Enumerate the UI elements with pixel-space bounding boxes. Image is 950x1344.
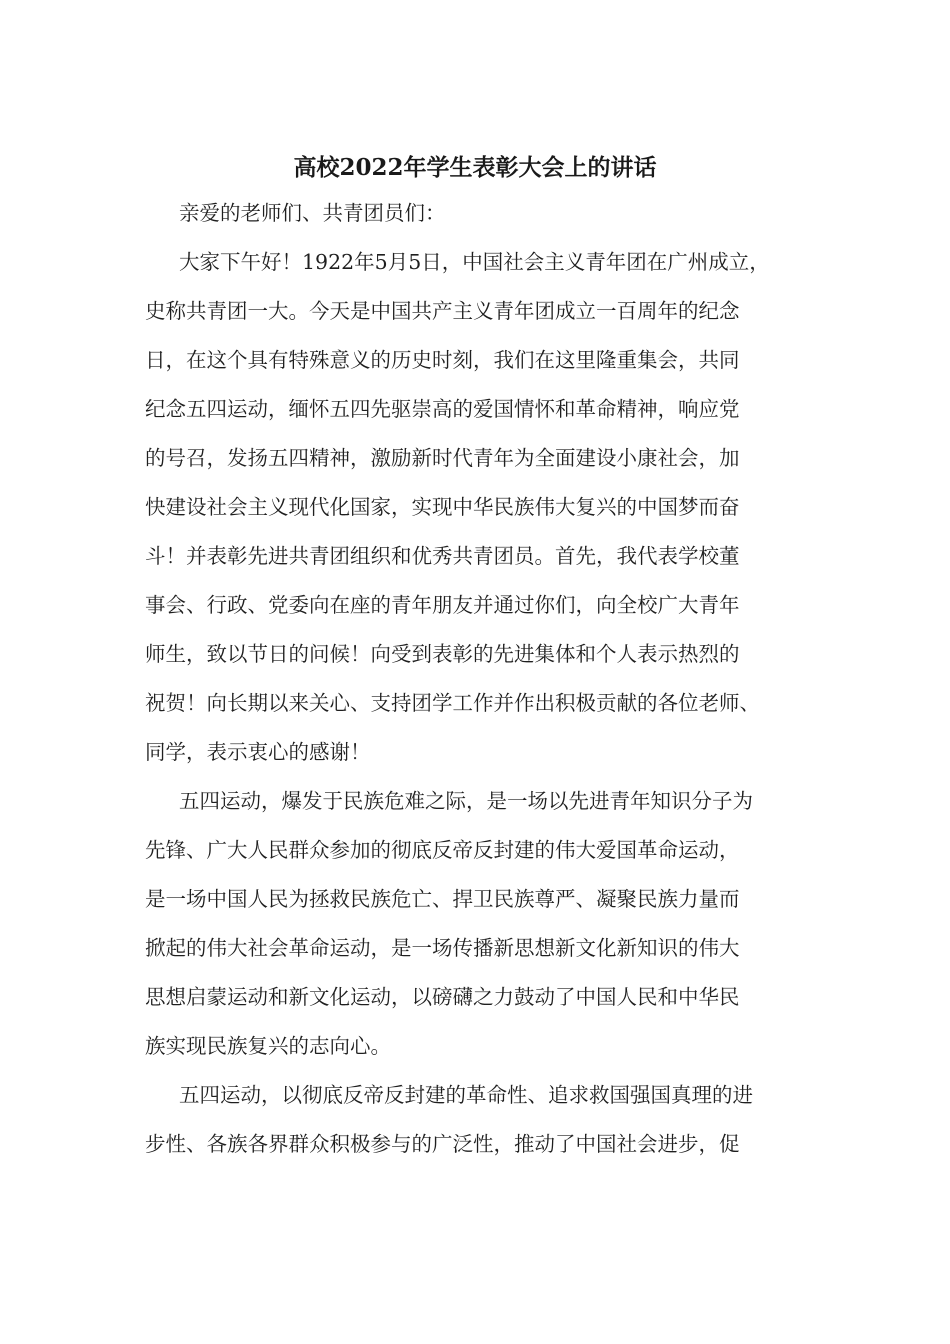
- text-line: 史称共青团一大。今天是中国共产主义青年团成立一百周年的纪念: [145, 299, 740, 323]
- text-line: 五四运动，爆发于民族危难之际，是一场以先进青年知识分子为: [179, 789, 753, 813]
- text-line: 快建设社会主义现代化国家，实现中华民族伟大复兴的中国梦而奋: [145, 495, 740, 519]
- text-line: 是一场中国人民为拯救民族危亡、捍卫民族尊严、凝聚民族力量而: [145, 887, 740, 911]
- document-title: 高校2022年学生表彰大会上的讲话: [293, 154, 657, 181]
- text-line: 纪念五四运动，缅怀五四先驱崇高的爱国情怀和革命精神，响应党: [145, 397, 740, 421]
- text-line: 族实现民族复兴的志向心。: [145, 1034, 391, 1058]
- text-line: 祝贺！向长期以来关心、支持团学工作并作出积极贡献的各位老师、: [145, 691, 760, 715]
- text-line: 先锋、广大人民群众参加的彻底反帝反封建的伟大爱国革命运动，: [145, 838, 740, 862]
- text-line: 掀起的伟大社会革命运动，是一场传播新思想新文化新知识的伟大: [145, 936, 740, 960]
- text-line: 日，在这个具有特殊意义的历史时刻，我们在这里隆重集会，共同: [145, 348, 740, 372]
- text-line: 同学，表示衷心的感谢！: [145, 740, 371, 764]
- text-line: 的号召，发扬五四精神，激励新时代青年为全面建设小康社会，加: [145, 446, 740, 470]
- text-line: 思想启蒙运动和新文化运动，以磅礴之力鼓动了中国人民和中华民: [145, 985, 740, 1009]
- document-body: [145, 189, 813, 1169]
- text-line: 斗！并表彰先进共青团组织和优秀共青团员。首先，我代表学校董: [145, 544, 740, 568]
- text-line: 师生，致以节日的问候！向受到表彰的先进集体和个人表示热烈的: [145, 642, 740, 666]
- text-line: 大家下午好！1922年5月5日，中国社会主义青年团在广州成立，: [179, 250, 770, 274]
- text-line: 亲爱的老师们、共青团员们：: [179, 201, 446, 225]
- text-line: 步性、各族各界群众积极参与的广泛性，推动了中国社会进步，促: [145, 1132, 740, 1156]
- text-line: 五四运动，以彻底反帝反封建的革命性、追求救国强国真理的进: [179, 1083, 753, 1107]
- text-line: 事会、行政、党委向在座的青年朋友并通过你们，向全校广大青年: [145, 593, 740, 617]
